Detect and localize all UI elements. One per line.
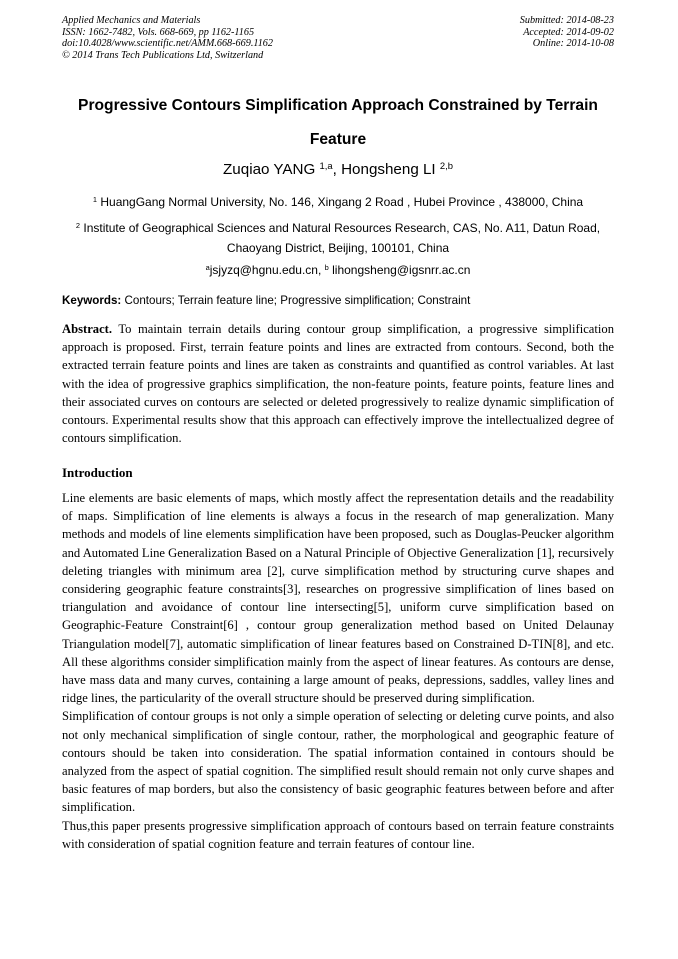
submitted-date: Submitted: 2014-08-23	[519, 15, 614, 26]
journal-doi: doi:10.4028/www.scientific.net/AMM.668-669.1162	[62, 38, 273, 50]
email-mark: b	[324, 262, 329, 272]
email-line	[62, 260, 614, 280]
affiliation-mark: 2	[75, 220, 81, 230]
author-separator: ,	[332, 161, 342, 178]
affiliation-mark: 1	[92, 194, 98, 204]
introduction-body	[62, 489, 614, 853]
abstract-text: To maintain terrain details during contour group simplification, a progressive simplification approach is proposed. First, terrain feature points and lines are extracted from contours. Second, both the extracted terrain feature points and lines are taken as constraints and quantified as control variables. At last with the idea of progressive graphics simplification, the non-feature points, feature points, feature lines and their associated curves on contours are selected or deleted progressively to realize dynamic simplification of contours. Experimental results show that this approach can effectively improve the intellectualized degree of contours simplification.	[62, 322, 614, 446]
paragraph: Thus,this paper presents progressive simplification approach of contours based on terrain feature constraints with consideration of spatial cognition feature and terrain features of contour line.	[62, 818, 614, 851]
author-line	[62, 160, 614, 180]
email-address: lihongsheng@igsnrr.ac.cn	[328, 263, 471, 277]
author-name: Hongsheng LI	[341, 161, 440, 178]
keywords-label: Keywords:	[62, 294, 122, 307]
keywords	[62, 292, 614, 310]
paragraph: Line elements are basic elements of maps, which mostly affect the representation details and the readability of maps. Simplification of line elements is always a focus in the research of map generalization. Many methods and models of line elements simplification have been proposed, such as Douglas-Peucker algorithm and Automated Line Generalization Based on a Natural Principle of Objective Generalization [1], recursively deleting triangles with minimum area [2], curve simplification method by structuring curve shapes and considering geographic feature constraints[3], researches on progressive simplification of lines based on triangulation and avoidance of contour line intersecting[5], uniform curve simplification based on Geographic-Feature Constraint[6] , contour group generalization method based on United Delaunay Triangulation model[7], automatic simplification of linear features based on Constrained D-TIN[8], and etc. All these algorithms consider simplification mainly from the aspect of linear features. As contours are dense, have mass data and many curves, containing a large amount of peaks, depressions, saddles, valley lines and ridge lines, the particularity of the overall structure should be preserved during simplification.	[62, 491, 614, 706]
publication-dates	[520, 15, 614, 50]
author-affiliation-mark: 1,a	[319, 159, 333, 171]
abstract	[62, 320, 614, 447]
abstract-label: Abstract.	[62, 322, 113, 336]
paper-title: Progressive Contours Simplification Approach Constrained by Terrain Feature	[78, 97, 598, 148]
author-name: Zuqiao YANG	[223, 161, 320, 178]
paragraph: Simplification of contour groups is not only a simple operation of selecting or deleting curve points, and also not only mechanical simplification of single contour, rather, the morphological and geographic feature of contours should be taken into consideration. The spatial information contained in contours should be analyzed from the aspect of spatial cognition. The simplified result should remain not only curve shapes and basic features of map borders, but also the consistency of basic geographic features between before and after simplification.	[62, 709, 614, 815]
affiliation-2	[62, 218, 614, 258]
journal-copyright: © 2014 Trans Tech Publications Ltd, Switzerland	[62, 49, 264, 61]
accepted-date: Accepted: 2014-09-02	[523, 26, 614, 38]
affiliation-1	[62, 192, 614, 212]
affiliation-text: HuangGang Normal University, No. 146, Xingang 2 Road , Hubei Province , 438000, China	[97, 195, 584, 209]
email-address: jsjyzq@hgnu.edu.cn,	[209, 263, 325, 277]
introduction-heading: Introduction	[62, 465, 133, 480]
journal-name: Applied Mechanics and Materials	[62, 15, 201, 26]
online-date: Online: 2014-10-08	[532, 38, 614, 50]
author-affiliation-mark: 2,b	[439, 159, 453, 171]
affiliation-text: Institute of Geographical Sciences and Natural Resources Research, CAS, No. A11, Datun Road, Chaoyang District, Beijing, 100101, China	[80, 221, 601, 255]
email-mark: a	[205, 262, 210, 272]
journal-issn: ISSN: 1662-7482, Vols. 668-669, pp 1162-1165	[62, 26, 255, 38]
journal-info	[62, 15, 273, 61]
keywords-text: Contours; Terrain feature line; Progressive simplification; Constraint	[121, 294, 471, 307]
